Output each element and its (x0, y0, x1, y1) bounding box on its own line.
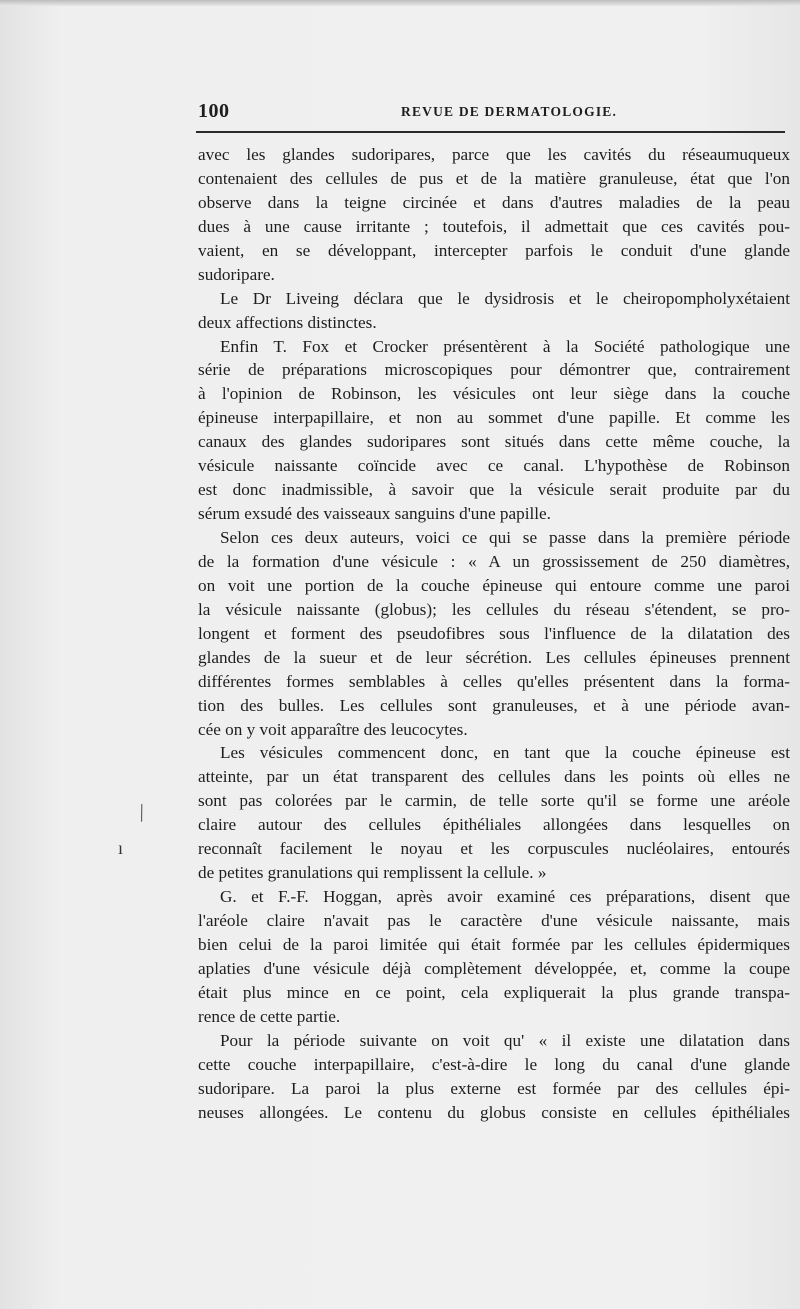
page-header (196, 98, 786, 128)
page-top-edge (0, 0, 800, 6)
text-line: était plus mince en ce point, cela expliquerait la plus grande transpa- (198, 982, 790, 1002)
text-line: Le Dr Liveing déclara que le dysidrosis et le cheiropompholyxétaient (220, 288, 790, 308)
margin-pen-mark: ı (118, 838, 124, 858)
text-line: Les vésicules commencent donc, en tant que la couche épineuse est (220, 743, 790, 763)
text-line: on voit une portion de la couche épineuse qui entoure comme une paroi (198, 575, 790, 595)
text-line: série de préparations microscopiques pour démontrer que, contrairement (198, 360, 790, 380)
text-line: Enfin T. Fox et Crocker présentèrent à la Société pathologique une (220, 336, 790, 356)
text-line: de la formation d'une vésicule : « A un grossissement de 250 diamètres, (198, 551, 790, 571)
text-line: glandes de la sueur et de leur sécrétion. Les cellules épineuses prennent (198, 647, 790, 667)
text-line: longent et forment des pseudofibres sous l'influence de la dilatation des (198, 623, 790, 643)
text-line: neuses allongées. Le contenu du globus consiste en cellules épithéliales (198, 1102, 790, 1122)
header-rule (196, 131, 785, 133)
text-line: sudoripare. (198, 264, 275, 284)
text-line: sudoripare. La paroi la plus externe est formée par des cellules épi- (198, 1078, 790, 1098)
text-line: aplaties d'une vésicule déjà complètement développée, et, comme la coupe (198, 958, 790, 978)
text-line: vésicule naissante coïncide avec ce canal. L'hypothèse de Robinson (198, 456, 790, 476)
text-line: canaux des glandes sudoripares sont situés dans cette même couche, la (198, 432, 790, 452)
text-line: l'aréole claire n'avait pas le caractère d'une vésicule naissante, mais (198, 911, 790, 930)
page-number: 100 (198, 100, 230, 122)
text-line: deux affections distinctes. (198, 312, 377, 332)
text-line: G. et F.-F. Hoggan, après avoir examiné ces préparations, disent que (220, 887, 790, 907)
text-line: reconnaît facilement le noyau et les corpuscules nucléolaires, entourés (198, 839, 790, 859)
text-line: de petites granulations qui remplissent la cellule. » (198, 863, 547, 883)
body-text (198, 143, 790, 1124)
text-line: atteinte, par un état transparent des cellules dans les points où elles ne (198, 767, 790, 787)
margin-pen-mark: ⁄ (132, 801, 151, 824)
text-line: observe dans la teigne circinée et dans d'autres maladies de la peau (198, 192, 790, 212)
text-line: claire autour des cellules épithéliales allongées dans lesquelles on (198, 815, 790, 835)
text-line: cée on y voit apparaître des leucocytes. (198, 719, 468, 739)
text-line: contenaient des cellules de pus et de la matière granuleuse, état que l'on (198, 168, 790, 188)
text-line: avec les glandes sudoripares, parce que les cavités du réseaumuqueux (198, 145, 790, 164)
text-line: la vésicule naissante (globus); les cellules du réseau s'étendent, se pro- (198, 599, 790, 619)
text-line: rence de cette partie. (198, 1006, 341, 1026)
text-line: tion des bulles. Les cellules sont granuleuses, et à une période avan- (198, 695, 790, 715)
text-line: vaient, en se développant, intercepter parfois le conduit d'une glande (198, 240, 790, 260)
text-line: sérum exsudé des vaisseaux sanguins d'une papille. (198, 504, 551, 524)
text-line: Pour la période suivante on voit qu' « il existe une dilatation dans (220, 1030, 790, 1050)
text-line: est donc inadmissible, à savoir que la vésicule serait produite par du (198, 480, 790, 500)
text-line: cette couche interpapillaire, c'est-à-dire le long du canal d'une glande (198, 1054, 790, 1074)
text-line: épineuse interpapillaire, et non au sommet d'une papille. Et comme les (198, 408, 790, 428)
text-line: dues à une cause irritante ; toutefois, il admettait que ces cavités pou- (198, 216, 790, 236)
text-line: bien celui de la paroi limitée qui était formée par les cellules épidermiques (198, 934, 790, 954)
text-line: différentes formes semblables à celles qu'elles présentent dans la forma- (198, 671, 790, 691)
text-line: Selon ces deux auteurs, voici ce qui se passe dans la première période (220, 528, 790, 547)
running-title: REVUE DE DERMATOLOGIE. (401, 104, 618, 119)
text-line: à l'opinion de Robinson, les vésicules ont leur siège dans la couche (198, 384, 790, 404)
text-line: sont pas colorées par le carmin, de telle sorte qu'il se forme une aréole (198, 791, 790, 811)
